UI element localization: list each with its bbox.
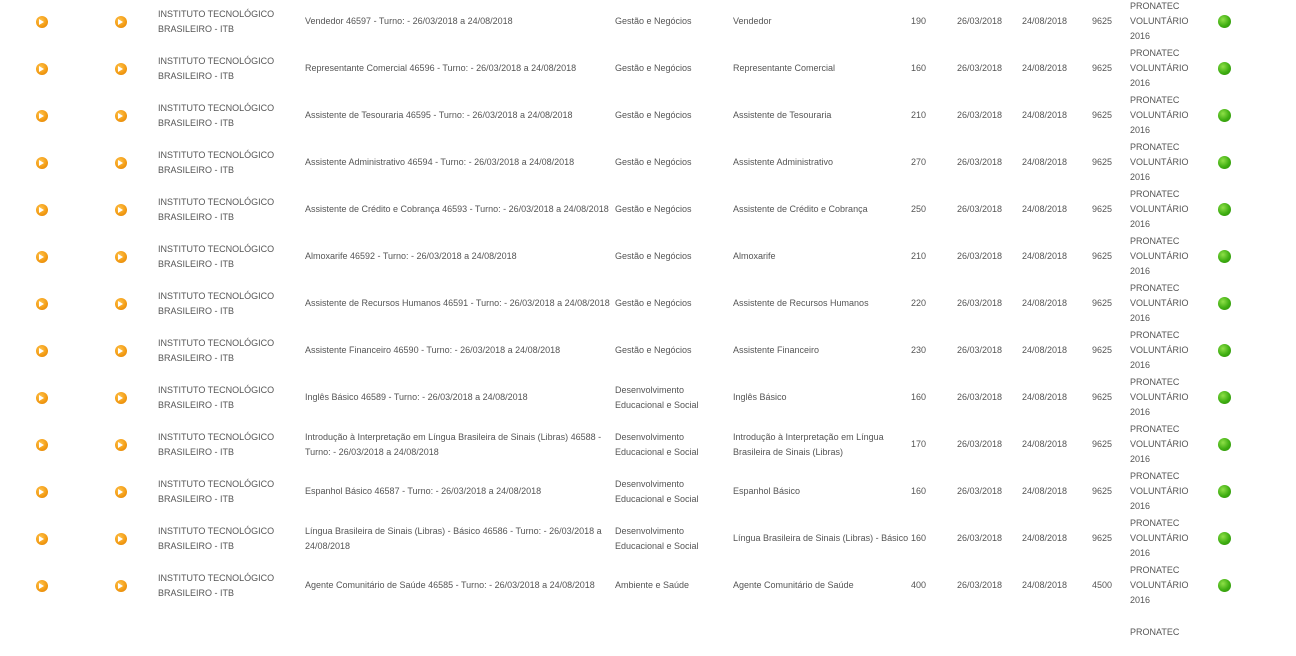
turma-cell: Assistente de Tesouraria 46595 - Turno: - 26/03/2018 a 24/08/2018 [305,110,573,120]
instituicao-line-2: BRASILEIRO - ITB [158,540,235,551]
codigo-cell: 9625 [1092,439,1113,449]
programa-line-2: VOLUNTÁRIO [1130,392,1189,402]
eixo-cell: Gestão e Negócios [615,204,692,214]
programa-line-1: PRONATEC [1130,236,1180,246]
data-fim-cell: 24/08/2018 [1022,345,1068,355]
instituicao-line-1: INSTITUTO TECNOLÓGICO [158,149,275,160]
instituicao-cell [158,374,305,421]
carga-horaria-cell: 220 [911,298,927,308]
instituicao-cell [158,92,305,139]
instituicao-line-2: BRASILEIRO - ITB [158,211,235,222]
action-cell-2 [84,92,158,139]
programa-line-2: VOLUNTÁRIO [1130,533,1189,543]
data-inicio-cell: 26/03/2018 [957,486,1003,496]
table-row [0,0,1296,45]
programa-line-3: 2016 [1130,266,1151,276]
instituicao-line-1: INSTITUTO TECNOLÓGICO [158,290,275,301]
arrow-circle-icon[interactable] [36,533,48,545]
eixo-cell: Desenvolvimento Educacional e Social [615,384,699,410]
instituicao-line-2: BRASILEIRO - ITB [158,493,235,504]
programa-line-1: PRONATEC [1130,1,1180,11]
table-row [0,515,1296,562]
instituicao-line-2: BRASILEIRO - ITB [158,446,235,457]
green-status-dot-icon [1218,344,1231,357]
programa-cell [1130,92,1218,139]
action-cell-2 [84,0,158,45]
data-fim-cell: 24/08/2018 [1022,110,1068,120]
programa-line-1: PRONATEC [1130,627,1180,637]
instituicao-line-2: BRASILEIRO - ITB [158,305,235,316]
eixo-cell: Ambiente e Saúde [615,580,690,590]
data-inicio-cell: 26/03/2018 [957,204,1003,214]
programa-cell [1130,280,1218,327]
programa-line-1: PRONATEC [1130,95,1180,105]
action-cell-1 [0,421,84,468]
arrow-circle-icon[interactable] [115,63,127,75]
curso-cell: Assistente Financeiro [733,345,820,355]
arrow-circle-icon[interactable] [36,251,48,263]
arrow-circle-icon[interactable] [115,392,127,404]
carga-horaria-cell: 160 [911,392,927,402]
instituicao-cell [158,515,305,562]
programa-line-2: VOLUNTÁRIO [1130,486,1189,496]
arrow-circle-icon[interactable] [36,110,48,122]
carga-horaria-cell: 400 [911,580,927,590]
instituicao-cell [158,280,305,327]
eixo-cell: Gestão e Negócios [615,16,692,26]
codigo-cell: 9625 [1092,204,1113,214]
data-inicio-cell: 26/03/2018 [957,439,1003,449]
turma-cell: Almoxarife 46592 - Turno: - 26/03/2018 a 24/08/2018 [305,251,517,261]
codigo-cell: 9625 [1092,486,1113,496]
data-fim-cell: 24/08/2018 [1022,16,1068,26]
table-row [0,327,1296,374]
empty-cell [84,609,158,656]
empty-cell [305,609,615,656]
programa-line-1: PRONATEC [1130,283,1180,293]
eixo-cell: Gestão e Negócios [615,63,692,73]
instituicao-line-2: BRASILEIRO - ITB [158,164,235,175]
turma-cell: Representante Comercial 46596 - Turno: - 26/03/2018 a 24/08/2018 [305,63,577,73]
arrow-circle-icon[interactable] [115,251,127,263]
instituicao-cell [158,0,305,45]
programa-line-1: PRONATEC [1130,518,1180,528]
data-inicio-cell: 26/03/2018 [957,580,1003,590]
table-row [0,45,1296,92]
action-cell-1 [0,374,84,421]
programa-line-2: VOLUNTÁRIO [1130,63,1189,73]
curso-cell: Introdução à Interpretação em Língua Brasileira de Sinais (Libras) [733,431,884,457]
action-cell-2 [84,468,158,515]
instituicao-line-1: INSTITUTO TECNOLÓGICO [158,196,275,207]
data-fim-cell: 24/08/2018 [1022,486,1068,496]
curso-cell: Agente Comunitário de Saúde [733,580,854,590]
turma-cell: Introdução à Interpretação em Língua Brasileira de Sinais (Libras) 46588 - Turno: - 26/03/2018 a 24/08/2018 [305,431,602,457]
instituicao-line-2: BRASILEIRO - ITB [158,587,235,598]
instituicao-line-1: INSTITUTO TECNOLÓGICO [158,55,275,66]
action-cell-2 [84,280,158,327]
carga-horaria-cell: 170 [911,439,927,449]
action-cell-2 [84,562,158,609]
data-fim-cell: 24/08/2018 [1022,392,1068,402]
instituicao-cell [158,327,305,374]
programa-line-3: 2016 [1130,31,1151,41]
arrow-circle-icon[interactable] [36,63,48,75]
green-status-dot-icon [1218,297,1231,310]
green-status-dot-icon [1218,532,1231,545]
programa-line-1: PRONATEC [1130,424,1180,434]
programa-line-3: 2016 [1130,360,1151,370]
arrow-circle-icon[interactable] [36,157,48,169]
programa-line-1: PRONATEC [1130,142,1180,152]
table-row [0,280,1296,327]
programa-line-3: 2016 [1130,501,1151,511]
data-inicio-cell: 26/03/2018 [957,392,1003,402]
programa-cell [1130,186,1218,233]
empty-cell [957,609,1022,656]
programa-line-1: PRONATEC [1130,330,1180,340]
table-row [0,139,1296,186]
codigo-cell: 9625 [1092,345,1113,355]
codigo-cell: 9625 [1092,392,1113,402]
status-cell [1218,233,1296,280]
instituicao-line-2: BRASILEIRO - ITB [158,352,235,363]
programa-line-1: PRONATEC [1130,377,1180,387]
instituicao-line-1: INSTITUTO TECNOLÓGICO [158,525,275,536]
arrow-circle-icon[interactable] [115,439,127,451]
instituicao-line-1: INSTITUTO TECNOLÓGICO [158,243,275,254]
table-row [0,233,1296,280]
data-fim-cell: 24/08/2018 [1022,439,1068,449]
data-inicio-cell: 26/03/2018 [957,110,1003,120]
green-status-dot-icon [1218,391,1231,404]
table-row [0,562,1296,609]
programa-line-2: VOLUNTÁRIO [1130,439,1189,449]
programa-line-1: PRONATEC [1130,48,1180,58]
instituicao-line-1: INSTITUTO TECNOLÓGICO [158,384,275,395]
table-row-partial [0,609,1296,656]
programa-line-2: VOLUNTÁRIO [1130,157,1189,167]
action-cell-2 [84,139,158,186]
turma-cell: Vendedor 46597 - Turno: - 26/03/2018 a 24/08/2018 [305,16,513,26]
empty-cell [0,609,84,656]
arrow-circle-icon[interactable] [115,533,127,545]
instituicao-line-1: INSTITUTO TECNOLÓGICO [158,337,275,348]
arrow-circle-icon[interactable] [115,110,127,122]
green-status-dot-icon [1218,109,1231,122]
eixo-cell: Gestão e Negócios [615,298,692,308]
action-cell-1 [0,186,84,233]
carga-horaria-cell: 210 [911,251,927,261]
instituicao-line-1: INSTITUTO TECNOLÓGICO [158,431,275,442]
instituicao-line-1: INSTITUTO TECNOLÓGICO [158,8,275,19]
carga-horaria-cell: 160 [911,486,927,496]
status-cell [1218,327,1296,374]
green-status-dot-icon [1218,485,1231,498]
carga-horaria-cell: 160 [911,63,927,73]
instituicao-cell [158,421,305,468]
programa-line-2: VOLUNTÁRIO [1130,345,1189,355]
green-status-dot-icon [1218,62,1231,75]
curso-cell: Assistente Administrativo [733,157,834,167]
data-inicio-cell: 26/03/2018 [957,16,1003,26]
programa-line-3: 2016 [1130,407,1151,417]
action-cell-1 [0,92,84,139]
green-status-dot-icon [1218,203,1231,216]
codigo-cell: 9625 [1092,110,1113,120]
eixo-cell: Gestão e Negócios [615,157,692,167]
programa-cell [1130,139,1218,186]
turma-cell: Inglês Básico 46589 - Turno: - 26/03/2018 a 24/08/2018 [305,392,528,402]
programa-line-2: VOLUNTÁRIO [1130,16,1189,26]
turma-cell: Espanhol Básico 46587 - Turno: - 26/03/2018 a 24/08/2018 [305,486,542,496]
instituicao-cell [158,468,305,515]
programa-line-1: PRONATEC [1130,471,1180,481]
arrow-circle-icon[interactable] [115,157,127,169]
status-cell [1218,0,1296,45]
curso-cell: Assistente de Crédito e Cobrança [733,204,868,214]
status-cell [1218,92,1296,139]
action-cell-2 [84,233,158,280]
action-cell-1 [0,45,84,92]
data-fim-cell: 24/08/2018 [1022,533,1068,543]
programa-cell [1130,45,1218,92]
instituicao-cell [158,139,305,186]
table-row [0,92,1296,139]
programa-line-3: 2016 [1130,595,1151,605]
eixo-cell: Gestão e Negócios [615,110,692,120]
action-cell-1 [0,327,84,374]
arrow-circle-icon[interactable] [115,16,127,28]
programa-line-2: VOLUNTÁRIO [1130,204,1189,214]
table-row [0,374,1296,421]
programa-cell [1130,468,1218,515]
empty-cell [1092,609,1130,656]
instituicao-cell [158,45,305,92]
carga-horaria-cell: 160 [911,533,927,543]
turma-cell: Assistente de Recursos Humanos 46591 - Turno: - 26/03/2018 a 24/08/2018 [305,298,610,308]
turma-cell: Assistente Administrativo 46594 - Turno: - 26/03/2018 a 24/08/2018 [305,157,575,167]
programa-line-2: VOLUNTÁRIO [1130,251,1189,261]
curso-cell: Espanhol Básico [733,486,801,496]
carga-horaria-cell: 270 [911,157,927,167]
programa-cell [1130,327,1218,374]
programa-line-2: VOLUNTÁRIO [1130,110,1189,120]
data-fim-cell: 24/08/2018 [1022,580,1068,590]
programa-cell [1130,421,1218,468]
programa-line-3: 2016 [1130,172,1151,182]
green-status-dot-icon [1218,15,1231,28]
eixo-cell: Gestão e Negócios [615,345,692,355]
instituicao-line-2: BRASILEIRO - ITB [158,70,235,81]
programa-line-2: VOLUNTÁRIO [1130,298,1189,308]
instituicao-cell [158,233,305,280]
arrow-circle-icon[interactable] [36,16,48,28]
programa-line-3: 2016 [1130,78,1151,88]
action-cell-2 [84,515,158,562]
arrow-circle-icon[interactable] [115,486,127,498]
instituicao-line-2: BRASILEIRO - ITB [158,23,235,34]
data-inicio-cell: 26/03/2018 [957,345,1003,355]
turma-cell: Assistente Financeiro 46590 - Turno: - 26/03/2018 a 24/08/2018 [305,345,561,355]
carga-horaria-cell: 250 [911,204,927,214]
table-row [0,186,1296,233]
programa-line-3: 2016 [1130,454,1151,464]
codigo-cell: 4500 [1092,580,1113,590]
empty-cell [911,609,957,656]
programa-cell [1130,562,1218,609]
arrow-circle-icon[interactable] [36,580,48,592]
carga-horaria-cell: 210 [911,110,927,120]
action-cell-2 [84,186,158,233]
status-cell [1218,280,1296,327]
green-status-dot-icon [1218,156,1231,169]
programa-line-3: 2016 [1130,548,1151,558]
arrow-circle-icon[interactable] [115,298,127,310]
data-inicio-cell: 26/03/2018 [957,298,1003,308]
data-fim-cell: 24/08/2018 [1022,251,1068,261]
data-inicio-cell: 26/03/2018 [957,63,1003,73]
programa-line-2: VOLUNTÁRIO [1130,580,1189,590]
curso-cell: Representante Comercial [733,63,836,73]
green-status-dot-icon [1218,438,1231,451]
action-cell-1 [0,0,84,45]
turma-cell: Assistente de Crédito e Cobrança 46593 - Turno: - 26/03/2018 a 24/08/2018 [305,204,609,214]
programa-cell [1130,0,1218,45]
status-cell [1218,139,1296,186]
arrow-circle-icon[interactable] [36,486,48,498]
arrow-circle-icon[interactable] [36,439,48,451]
instituicao-cell [158,186,305,233]
codigo-cell: 9625 [1092,533,1113,543]
data-inicio-cell: 26/03/2018 [957,157,1003,167]
instituicao-line-1: INSTITUTO TECNOLÓGICO [158,478,275,489]
eixo-cell: Gestão e Negócios [615,251,692,261]
action-cell-2 [84,374,158,421]
empty-cell [158,609,305,656]
codigo-cell: 9625 [1092,298,1113,308]
codigo-cell: 9625 [1092,251,1113,261]
action-cell-2 [84,421,158,468]
programa-cell [1130,515,1218,562]
carga-horaria-cell: 230 [911,345,927,355]
turma-cell: Agente Comunitário de Saúde 46585 - Turno: - 26/03/2018 a 24/08/2018 [305,580,595,590]
status-cell [1218,374,1296,421]
curso-cell: Almoxarife [733,251,776,261]
arrow-circle-icon[interactable] [36,345,48,357]
programa-cell [1130,374,1218,421]
action-cell-1 [0,280,84,327]
carga-horaria-cell: 190 [911,16,927,26]
green-status-dot-icon [1218,250,1231,263]
curso-cell: Vendedor [733,16,772,26]
status-cell [1218,562,1296,609]
green-status-dot-icon [1218,579,1231,592]
curso-cell: Língua Brasileira de Sinais (Libras) - Básico [733,533,909,543]
action-cell-1 [0,233,84,280]
arrow-circle-icon[interactable] [36,298,48,310]
instituicao-cell [158,562,305,609]
codigo-cell: 9625 [1092,157,1113,167]
status-cell [1218,45,1296,92]
eixo-cell: Desenvolvimento Educacional e Social [615,478,699,504]
codigo-cell: 9625 [1092,63,1113,73]
eixo-cell: Desenvolvimento Educacional e Social [615,525,699,551]
action-cell-1 [0,562,84,609]
codigo-cell: 9625 [1092,16,1113,26]
programa-cell [1130,233,1218,280]
action-cell-1 [0,468,84,515]
arrow-circle-icon[interactable] [115,345,127,357]
programa-line-3: 2016 [1130,219,1151,229]
action-cell-1 [0,139,84,186]
curso-cell: Assistente de Recursos Humanos [733,298,869,308]
data-inicio-cell: 26/03/2018 [957,533,1003,543]
curso-cell: Assistente de Tesouraria [733,110,832,120]
status-cell [1218,468,1296,515]
programa-line-3: 2016 [1130,125,1151,135]
programa-line-1: PRONATEC [1130,565,1180,575]
programa-line-3: 2016 [1130,313,1151,323]
data-inicio-cell: 26/03/2018 [957,251,1003,261]
action-cell-2 [84,45,158,92]
action-cell-2 [84,327,158,374]
data-fim-cell: 24/08/2018 [1022,204,1068,214]
programa-line-1: PRONATEC [1130,189,1180,199]
arrow-circle-icon[interactable] [115,204,127,216]
table-row [0,421,1296,468]
empty-cell [1022,609,1092,656]
empty-cell [615,609,733,656]
arrow-circle-icon[interactable] [36,204,48,216]
status-cell [1218,186,1296,233]
status-cell [1218,515,1296,562]
turma-cell: Língua Brasileira de Sinais (Libras) - Básico 46586 - Turno: - 26/03/2018 a 24/08/2018 [305,525,602,551]
empty-cell [733,609,911,656]
instituicao-line-1: INSTITUTO TECNOLÓGICO [158,102,275,113]
action-cell-1 [0,515,84,562]
instituicao-line-2: BRASILEIRO - ITB [158,399,235,410]
arrow-circle-icon[interactable] [36,392,48,404]
data-fim-cell: 24/08/2018 [1022,157,1068,167]
data-fim-cell: 24/08/2018 [1022,298,1068,308]
data-fim-cell: 24/08/2018 [1022,63,1068,73]
instituicao-line-1: INSTITUTO TECNOLÓGICO [158,572,275,583]
instituicao-line-2: BRASILEIRO - ITB [158,258,235,269]
eixo-cell: Desenvolvimento Educacional e Social [615,431,699,457]
curso-cell: Inglês Básico [733,392,787,402]
table-row [0,468,1296,515]
arrow-circle-icon[interactable] [115,580,127,592]
status-cell [1218,421,1296,468]
instituicao-line-2: BRASILEIRO - ITB [158,117,235,128]
